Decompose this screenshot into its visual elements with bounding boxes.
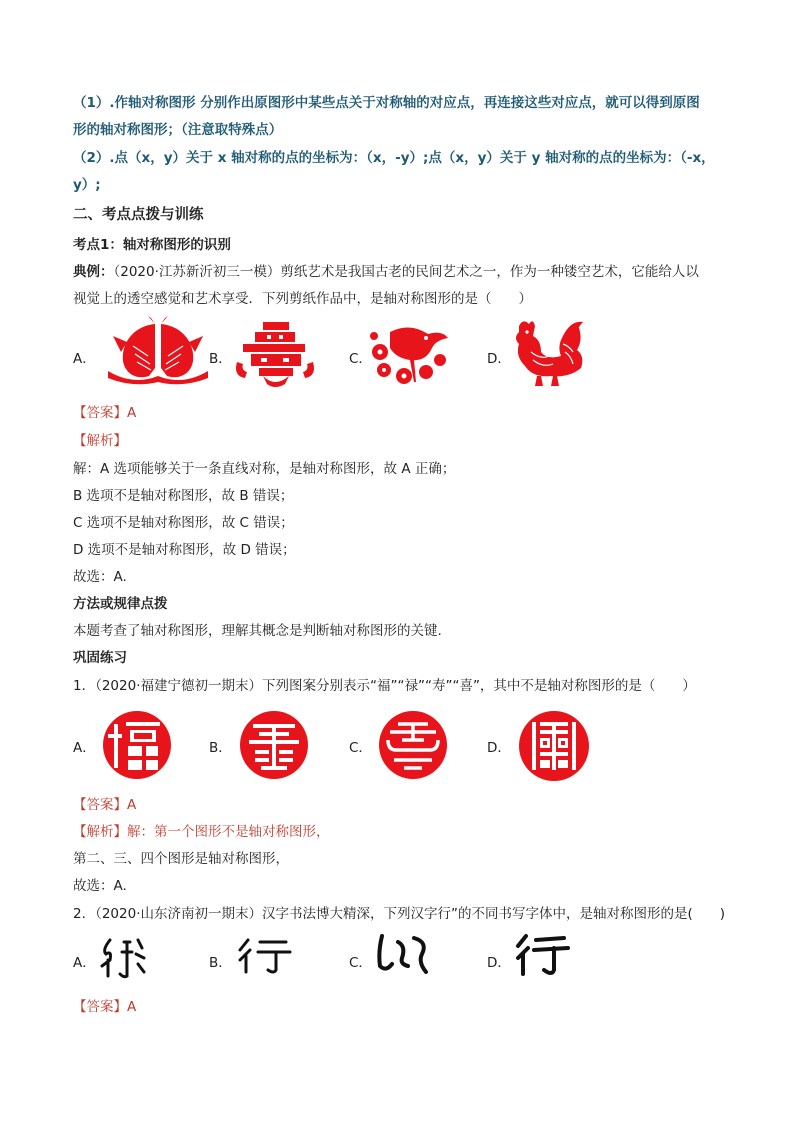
- calligraphy-regular-script-image: [236, 936, 294, 976]
- note-line-1: （1）.作轴对称图形 分别作出原图形中某些点关于对称轴的对应点，再连接这些对应点，就可以得到原图: [73, 95, 700, 111]
- q1-option-d-label: D．: [487, 740, 511, 756]
- example-analysis-label: 【解析】: [73, 433, 127, 449]
- practice-q1-text: 1．（2020·福建宁德初一期末）下列图案分别表示“福”“禄”“寿”“喜”，其中不是轴对称图形的是（ ）: [73, 678, 696, 694]
- seal-shou-image: [378, 710, 448, 780]
- calligraphy-cursive-script-image: [372, 932, 434, 976]
- papercut-character-image: [233, 318, 318, 388]
- method-title: 方法或规律点拨: [73, 596, 168, 612]
- example-label: 典例：: [73, 264, 114, 280]
- example-analysis-line-5: 故选：A.: [73, 569, 127, 585]
- seal-lu-image: [239, 710, 309, 780]
- q1-answer: 【答案】A: [73, 797, 137, 813]
- example-analysis-line-2: B 选项不是轴对称图形，故 B 错误；: [73, 488, 294, 504]
- example-text-2: 视觉上的透空感觉和艺术享受．下列剪纸作品中，是轴对称图形的是（ ）: [73, 291, 532, 307]
- practice-title: 巩固练习: [73, 650, 127, 666]
- q2-answer: 【答案】A: [73, 999, 137, 1015]
- q1-option-b-label: B．: [209, 740, 232, 756]
- example-analysis-line-1: 解：A 选项能够关于一条直线对称，是轴对称图形，故 A 正确；: [73, 461, 456, 477]
- example-answer: 【答案】A: [73, 405, 137, 421]
- papercut-rooster-image: [507, 316, 587, 388]
- example-text-1: （2020·江苏新沂初三一模）剪纸艺术是我国古老的民间艺术之一，作为一种镂空艺术，它能给人以: [113, 264, 699, 280]
- q1-analysis-text: 【解析】解：第一个图形不是轴对称图形，: [73, 824, 330, 840]
- example-line-1: [73, 262, 699, 282]
- seal-fu-image: [102, 710, 172, 780]
- note-line-3: （2）.点（x，y）关于 x 轴对称的点的坐标为：（x，-y）;点（x，y）关于 y 轴对称的点的坐标为：（-x，: [73, 150, 715, 166]
- q1-conclusion: 故选：A.: [73, 878, 127, 894]
- note-line-4: y）;: [73, 177, 101, 193]
- q2-option-a-label: A．: [73, 955, 96, 971]
- seal-xi-image: [518, 710, 590, 782]
- papercut-bird-flower-image: [370, 322, 452, 388]
- calligraphy-running-script-image: [512, 932, 572, 978]
- example-option-d-label: D．: [487, 351, 511, 367]
- q2-option-d-label: D．: [487, 955, 511, 971]
- q1-option-c-label: C．: [349, 740, 372, 756]
- practice-q2-text: 2．（2020·山东济南初一期末）汉字书法博大精深，下列汉字行”的不同书写字体中，是轴对称图形的是( ): [73, 906, 726, 922]
- example-option-c-label: C．: [349, 351, 372, 367]
- example-option-b-label: B．: [209, 351, 232, 367]
- q1-analysis: [73, 822, 330, 842]
- example-analysis-line-3: C 选项不是轴对称图形，故 C 错误；: [73, 515, 294, 531]
- example-analysis-line-4: D 选项不是轴对称图形，故 D 错误；: [73, 542, 296, 558]
- q1-option-a-label: A．: [73, 740, 96, 756]
- note-line-2: 形的轴对称图形；（注意取特殊点）: [73, 122, 283, 138]
- example-option-a-label: A．: [73, 351, 96, 367]
- q2-option-c-label: C．: [349, 955, 372, 971]
- method-text: 本题考查了轴对称图形，理解其概念是判断轴对称图形的关键.: [73, 623, 442, 639]
- section-title: 二、考点点拨与训练: [73, 207, 204, 223]
- q1-analysis-2: 第二、三、四个图形是轴对称图形，: [73, 851, 289, 867]
- calligraphy-seal-script-image: [98, 936, 148, 980]
- papercut-fish-image: [93, 316, 223, 386]
- topic-title: 考点1：轴对称图形的识别: [73, 237, 231, 253]
- q2-option-b-label: B．: [209, 955, 232, 971]
